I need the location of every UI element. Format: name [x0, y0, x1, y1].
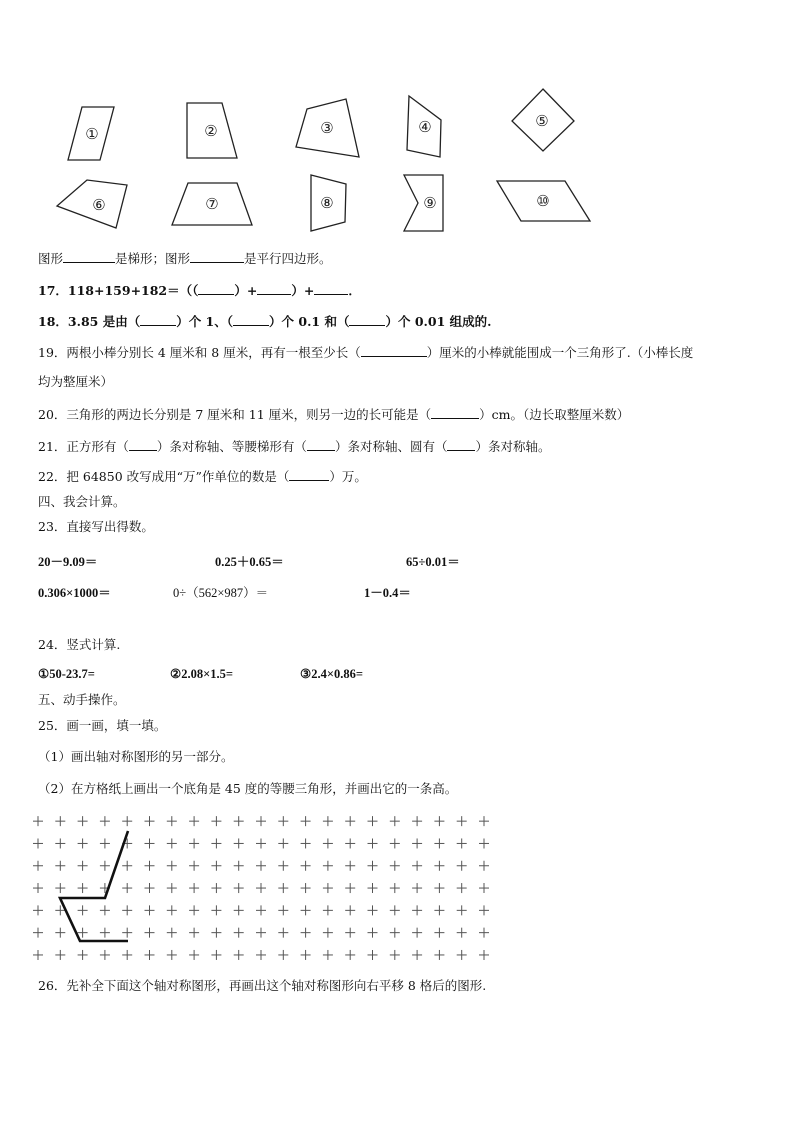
q19: 19．两根小棒分别长 4 厘米和 8 厘米，再有一根至少长（ ）厘米的小棒就能围成一个三角形了.（小棒长度 — [38, 345, 694, 360]
shape-label-9: ⑨ — [423, 194, 437, 212]
q17-blank-2[interactable] — [257, 282, 291, 295]
shape-label-8: ⑧ — [320, 194, 334, 212]
q21: 21．正方形有（ ）条对称轴、等腰梯形有（ ）条对称轴、圆有（ ）条对称轴。 — [38, 439, 551, 454]
shape-label-2: ② — [204, 122, 218, 140]
shape-label-5: ⑤ — [535, 112, 549, 130]
q25-sub1: （1）画出轴对称图形的另一部分。 — [38, 749, 234, 764]
shape-label-4: ④ — [418, 118, 432, 136]
q19-blank[interactable] — [361, 344, 427, 357]
q24-title: 24．竖式计算. — [38, 637, 121, 652]
q26: 26．先补全下面这个轴对称图形，再画出这个轴对称图形向右平移 8 格后的图形. — [38, 978, 487, 993]
q23-item-4: 0.306×1000＝ — [38, 586, 111, 600]
q23-title: 23．直接写出得数。 — [38, 519, 154, 534]
q20-blank[interactable] — [431, 406, 479, 419]
q16-blank-1[interactable] — [63, 250, 115, 263]
section-5-heading: 五、动手操作。 — [38, 692, 126, 707]
q22: 22．把 64850 改写成用“万”作单位的数是（ ）万。 — [38, 469, 367, 484]
q24-item-2: ②2.08×1.5= — [170, 667, 233, 681]
q18-blank-3[interactable] — [349, 313, 385, 326]
q16-blank-2[interactable] — [190, 250, 244, 263]
q20: 20．三角形的两边长分别是 7 厘米和 11 厘米，则另一边的长可能是（ ）cm。（边长取整厘米数） — [38, 407, 630, 422]
q17: 17．118+159+182＝（（ ）+ ）+ ． — [38, 283, 361, 298]
q23-item-6: 1－0.4＝ — [364, 586, 411, 600]
q23-item-3: 65÷0.01＝ — [406, 555, 460, 569]
shapes-figure — [0, 0, 794, 240]
q17-blank-1[interactable] — [198, 282, 234, 295]
q23-item-2: 0.25＋0.65＝ — [215, 555, 284, 569]
q18: 18．3.85 是由（ ）个 1、（ ）个 0.1 和（ ）个 0.01 组成的. — [38, 314, 492, 329]
q21-blank-1[interactable] — [129, 438, 157, 451]
q17-blank-3[interactable] — [314, 282, 348, 295]
q24-item-3: ③2.4×0.86= — [300, 667, 363, 681]
shape-label-6: ⑥ — [92, 196, 106, 214]
grid-paper[interactable] — [30, 800, 490, 965]
q19-cont: 均为整厘米） — [38, 374, 114, 389]
q25-title: 25．画一画，填一填。 — [38, 718, 167, 733]
shape-label-1: ① — [85, 125, 99, 143]
q18-blank-2[interactable] — [233, 313, 269, 326]
shape-label-10: ⑩ — [536, 192, 550, 210]
q23-item-5: 0÷（562×987）＝ — [173, 586, 269, 600]
q21-blank-3[interactable] — [447, 438, 475, 451]
shape-label-3: ③ — [320, 119, 334, 137]
q23-item-1: 20－9.09＝ — [38, 555, 98, 569]
q24-item-1: ①50-23.7= — [38, 667, 95, 681]
section-4-heading: 四、我会计算。 — [38, 494, 126, 509]
q22-blank[interactable] — [289, 468, 329, 481]
grid-marks — [33, 816, 489, 960]
shape-label-7: ⑦ — [205, 195, 219, 213]
q21-blank-2[interactable] — [307, 438, 335, 451]
q16-line: 图形 是梯形；图形 是平行四边形。 — [38, 251, 332, 266]
q25-sub2: （2）在方格纸上画出一个底角是 45 度的等腰三角形，并画出它的一条高。 — [38, 781, 458, 796]
partial-figure — [60, 831, 128, 941]
q18-blank-1[interactable] — [140, 313, 176, 326]
